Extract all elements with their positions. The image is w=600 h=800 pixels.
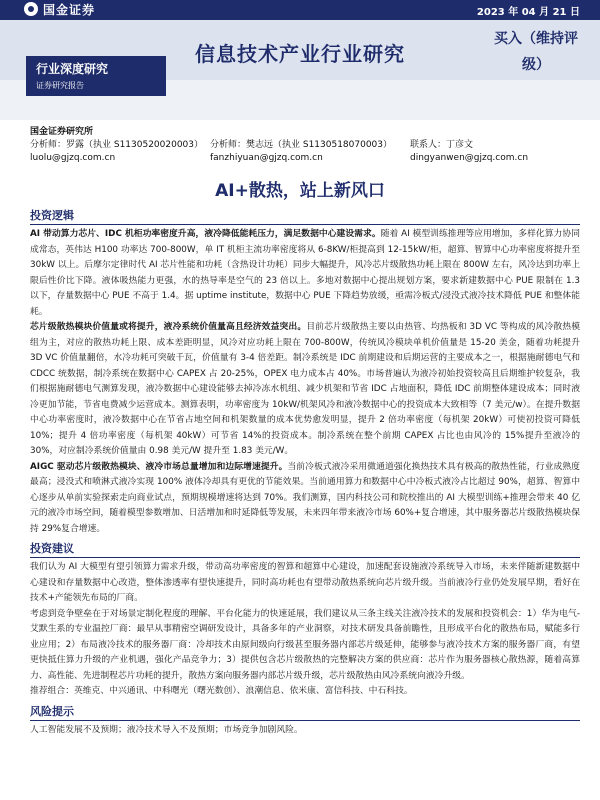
logic-p1-lead: AI 带动算力芯片、IDC 机柜功率密度升高，液冷降低能耗压力，满足数据中心建设需求。 bbox=[30, 229, 381, 239]
rating-badge bbox=[484, 26, 588, 78]
risk-paragraph: 人工智能发展不及预期；液冷技术导入不及预期；市场竞争加剧风险。 bbox=[30, 724, 303, 735]
advice-paragraph-3: 推荐组合：英维克、中兴通讯、中科曙光（曙光数创）、浪潮信息、依米康、富信科技、中石科技。 bbox=[30, 686, 413, 696]
analyst-info bbox=[30, 126, 580, 165]
logic-p3-lead: AIGC 驱动芯片级散热模块、液冷市场总量增加和边际增速提升。 bbox=[30, 461, 288, 472]
advice-paragraph-2: 考虑到竞争壁垒在于对场景定制化程度的理解、平台化能力的快速延展，我们建议从三条主线关注液冷技术的发展和投资机会：1）华为电气-艾默生系的专业温控厂商：最早从事精密空调研发设计，具备多年的产业洞察，对技术研发具备前瞻性，且形成平台化的散热布局，赋能多行业应用；2）布局液冷技术的服务器厂商：冷却技术由原间级向行级甚至服务器内部芯片级延伸，能够参与液冷技术方案的服务器厂商，有望更快抵住算力升级的产业机遇，强化产品竞争力；3）提供包含芯片级散热的完整解决方案的供应商：芯片作为服务器核心散热源，随着高算力、高性能、先进制程芯片功耗的提升，散热方案向服务器内部芯片级升级，芯片级散热由风冷系统向液冷升级。 bbox=[30, 608, 580, 681]
report-headline: AI+散热，站上新风口 bbox=[215, 181, 385, 201]
logic-paragraph-3 bbox=[30, 460, 580, 538]
advice-paragraph-1: 我们认为 AI 大模型有望引领算力需求升级，带动高功率密度的智算和超算中心建设，加速配套设施液冷系统导入市场，未来伴随新建数据中心建设和存量数据中心改造，整体渗透率有望快速提升，同时高功耗也有望带动散热系统向芯片级升级。当前液冷行业仍处发展早期，看好在技术+产能领先布局的厂商。 bbox=[30, 562, 580, 603]
section-title-risk: 风险提示 bbox=[30, 703, 580, 721]
report-type: 行业深度研究 bbox=[36, 62, 109, 76]
logic-p3-text: 当前冷板式液冷采用微通道强化换热技术具有极高的散热性能，行业成熟度最高；浸没式和喷淋式液冷实现 100% 液体冷却具有更优的节能效果。当前通用算力和数据中心中冷板式液冷占比超过 90%，超算、智算中心逐步从单前实验探索走向商业试点，预期规模增速将达到 70%。我们测算，国内科技公司和院校推出的 AI 大模型训练+推理会带来 40 亿元的液冷市场空间，随着模型参数增加、日活增加和时延降低等发展，未来四年带来液冷市场 60%+复合增速，其中服务器芯片级散热模块保持 29%复合增速。 bbox=[30, 461, 580, 534]
report-title: 信息技术产业行业研究 bbox=[195, 42, 405, 66]
rating-line-2: 级） bbox=[522, 57, 550, 73]
section-title-logic: 投资逻辑 bbox=[30, 207, 580, 225]
analyst-names-row bbox=[30, 139, 580, 152]
contact-1-email[interactable]: dingyanwen@gjzq.com.cn bbox=[410, 153, 529, 163]
rating-line-1: 买入（维持评 bbox=[494, 31, 578, 47]
logic-p1-text: 随着 AI 模型训练推理等应用增加，多样化算力协同成常态，英伟达 H100 功率达 700-800W，单 IT 机柜主流功率密度将从 6-8KW/柜提高到 12-15kW/柜，超算、智算中心功率密度将提升至 30kW 以上。后摩尔定律时代 AI 芯片性能和功耗（含热设计功耗）同步大幅提升，风冷芯片级散热功耗上限在 800W 左右，风冷达到功率上限后性价比下降。液体吸热能力更强，水的热导率是空气的 23 倍以上。多地对数据中心提出规划方案，要求新建数据中心 PUE 限制在 1.3 以下，存量数据中心 PUE 不高于 1.4。据 uptime institute，数据中心 PUE 下降趋势放缓，亟需冷板式/浸没式液冷技术降低 PUE 和整体能耗。 bbox=[30, 229, 580, 317]
contact-1: 联系人：丁彦文 bbox=[410, 140, 474, 150]
section-title-advice: 投资建议 bbox=[30, 540, 580, 558]
analyst-emails-row bbox=[30, 152, 580, 165]
report-date: 2023 年 04 月 21 日 bbox=[476, 7, 580, 18]
analyst-1-email[interactable]: luolu@gjzq.com.cn bbox=[30, 153, 116, 163]
logic-p2-text: 目前芯片级散热主要以由热管、均热板和 3D VC 等构成的风冷散热模组为主，对应的散热功耗上限、成本差距明显，风冷对应功耗上限在 700-800W，传统风冷模块单机价值量是 15-20 美金，随着功耗提升 3D VC 价值量翻倍，水冷功耗可突破千瓦，价值量有 3-4 倍差距。制冷系统是 IDC 前期建设和后期运营的主要成本之一，根据施耐德电气和 CDCC 统数据，制冷系统在数据中心 CAPEX 占 20-25%，OPEX 电力成本占 40%。市场普遍认为液冷初始投资较高且后期维护较复杂，我们根据施耐德电气测算发现，液冷数据中心建设能够去掉冷冻水机组、减少机架和节省 IDC 占地面积，降低 IDC 前期整体建设成本；同时液冷更加节能，节省电费减少运营成本。测算表明，功率密度为 10kW/机架风冷和液冷数据中心的投资成本大致相等（7 美元/w）。在提升数据中心功率密度时，液冷数据中心在节省占地空间和机架数量的成本优势愈发明显，提升 2 倍功率密度（每机架 20kW）可使初投资可降低 10%；提升 4 倍功率密度（每机架 40kW）可节省 14%的投资成本。制冷系统在整个前期 CAPEX 占比也由风冷的 15%提升至液冷的 30%，对应制冷系统价值量由 0.98 美元/W 提升至 1.83 美元/W。 bbox=[30, 322, 580, 456]
logic-paragraph-1 bbox=[30, 227, 580, 320]
logic-p2-lead: 芯片级散热模块价值量或将提升，液冷系统价值量高且经济效益突出。 bbox=[30, 322, 307, 332]
analyst-1: 分析师：罗露（执业 S1130520020003） bbox=[30, 140, 204, 150]
logo-text: 国金证券 bbox=[43, 2, 96, 17]
report-type-label bbox=[26, 56, 166, 96]
report-banner bbox=[0, 0, 600, 120]
logo-circle-icon bbox=[24, 2, 38, 16]
report-subtype: 证券研究报告 bbox=[36, 81, 84, 90]
report-body bbox=[30, 207, 580, 738]
analyst-2-email[interactable]: fanzhiyuan@gjzq.com.cn bbox=[210, 153, 323, 163]
analyst-2: 分析师：樊志远（执业 S1130518070003） bbox=[210, 140, 393, 150]
company-logo bbox=[24, 1, 95, 17]
logic-paragraph-2 bbox=[30, 320, 580, 460]
research-institute: 国金证券研究所 bbox=[30, 127, 94, 137]
